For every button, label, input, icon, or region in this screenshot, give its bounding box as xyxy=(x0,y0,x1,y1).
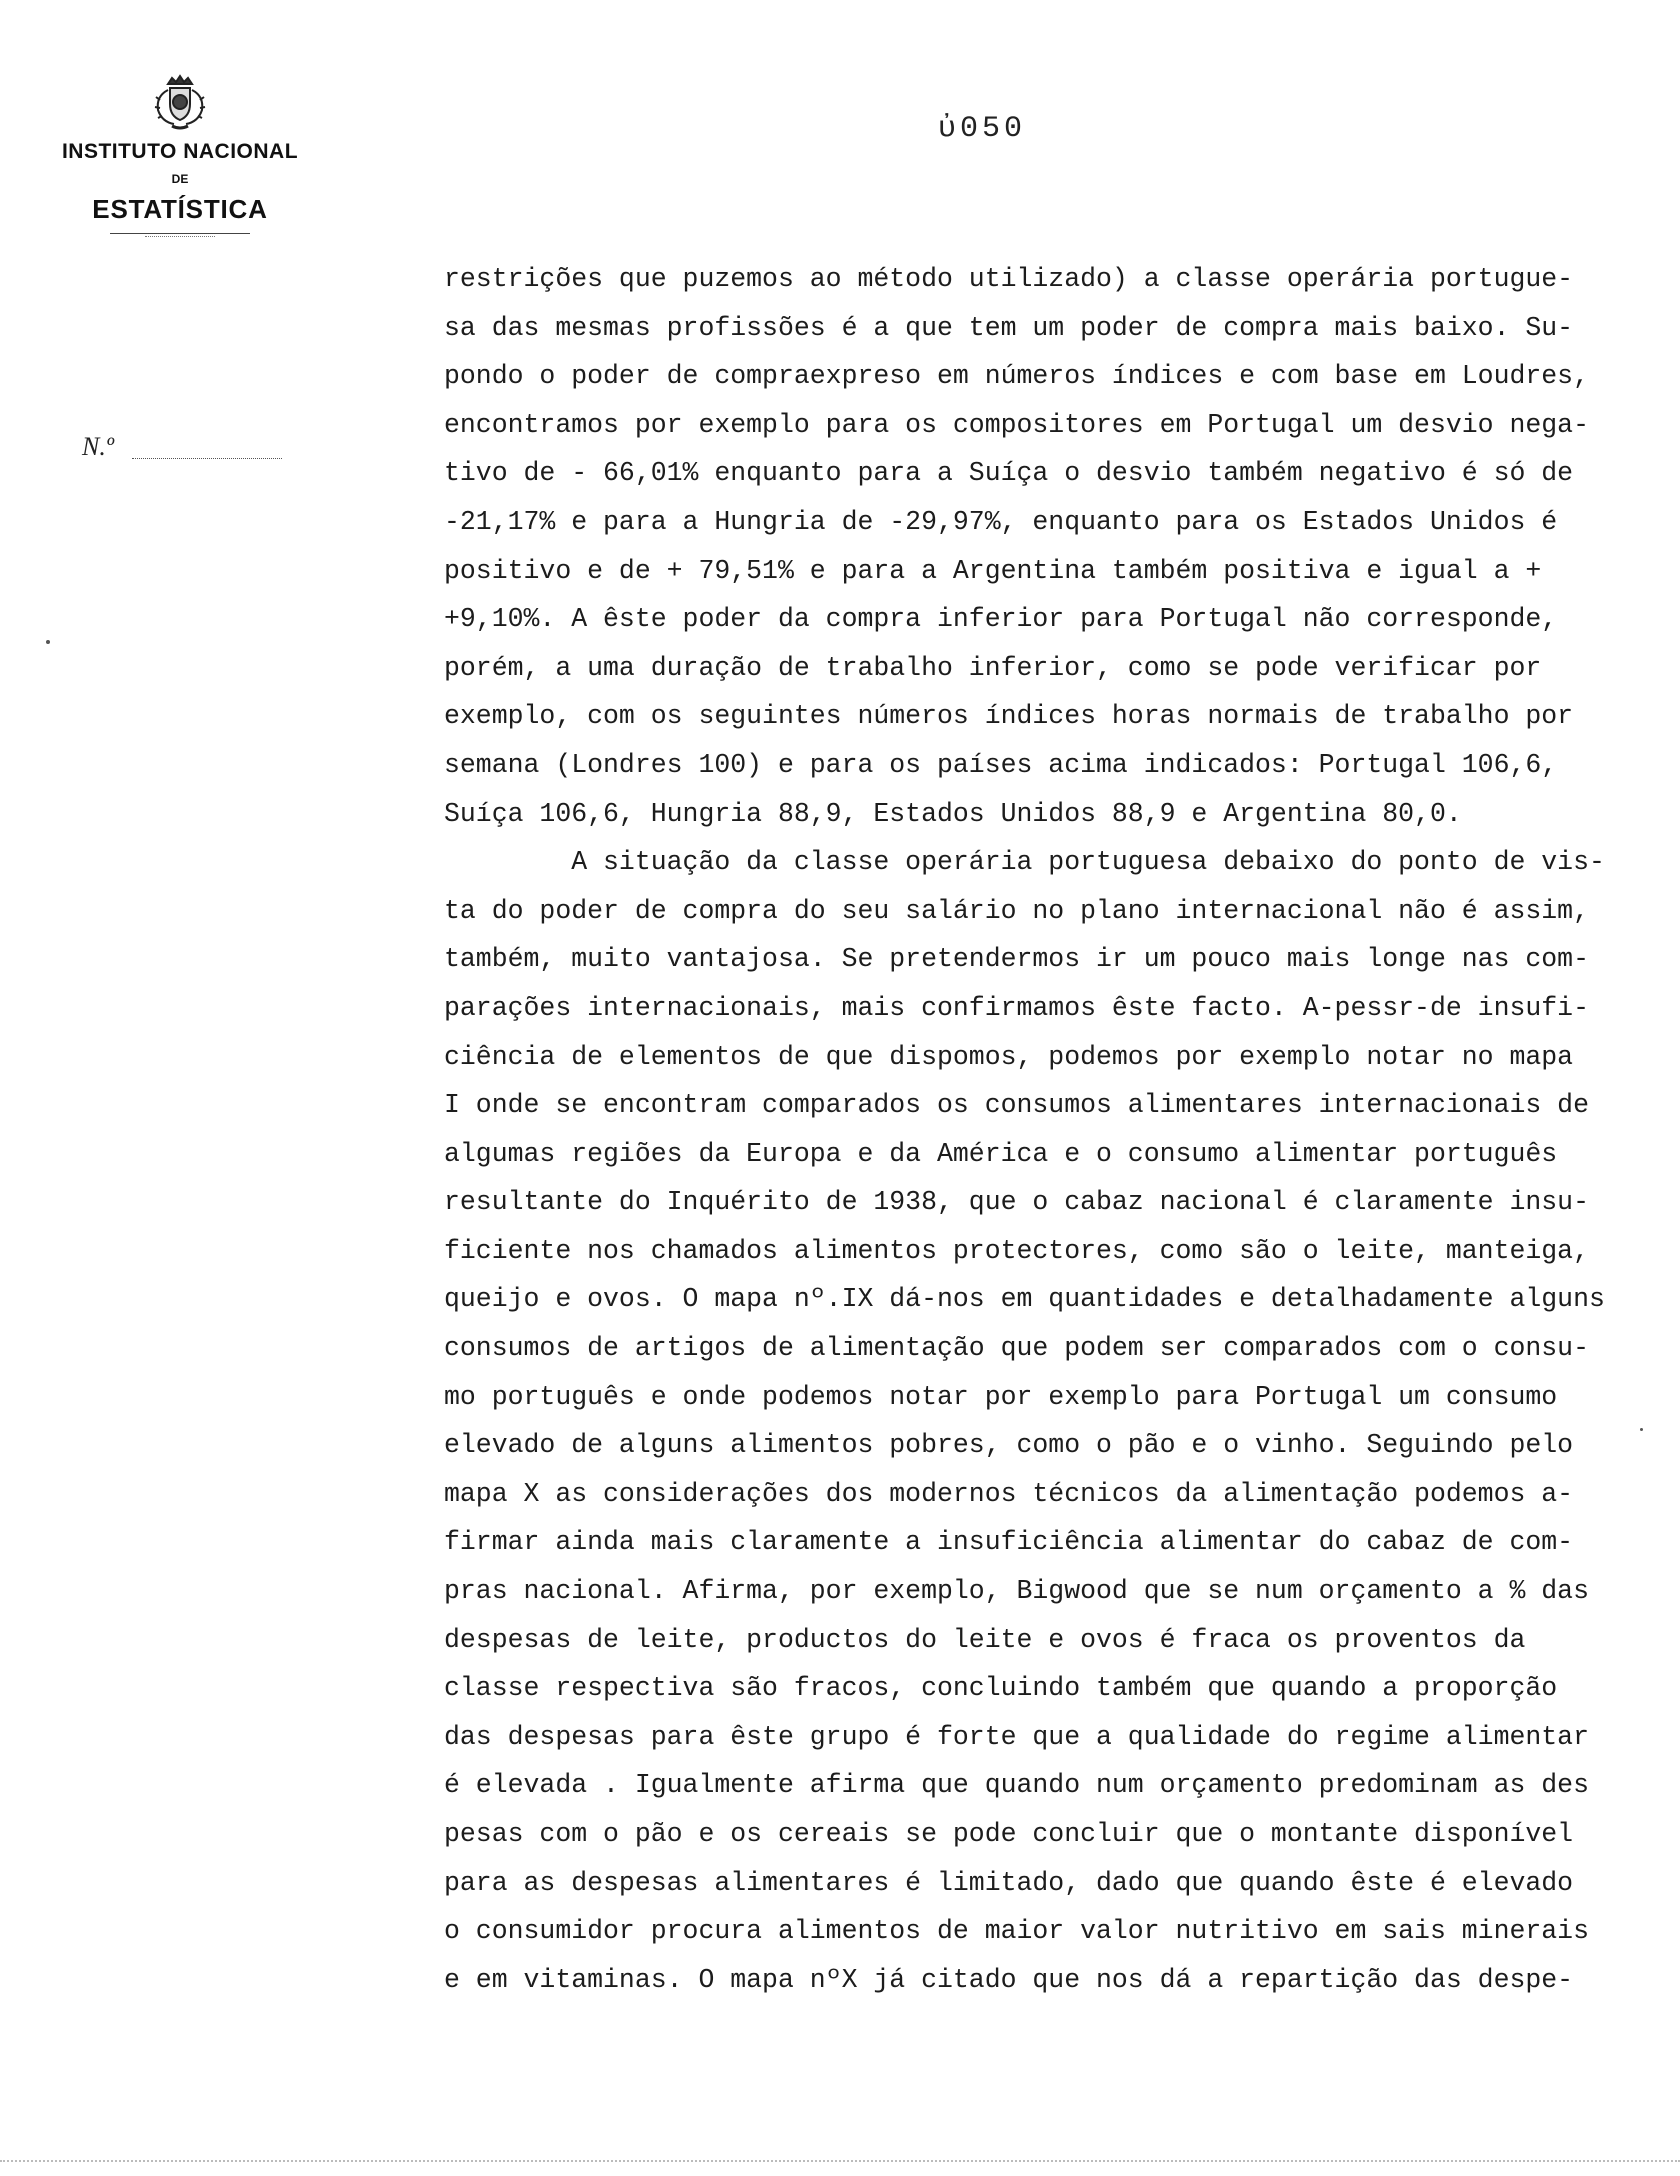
body-line: mapa X as considerações dos modernos técnicos da alimentação podemos a- xyxy=(444,1478,1574,1509)
body-line: algumas regiões da Europa e da América e o consumo alimentar português xyxy=(444,1138,1558,1169)
body-line: A situação da classe operária portuguesa debaixo do ponto de vis- xyxy=(444,847,1605,878)
body-line: consumos de artigos de alimentação que podem ser comparados com o consu- xyxy=(444,1333,1589,1364)
scan-speck xyxy=(1640,1428,1643,1431)
institute-name-statistics: ESTATÍSTICA xyxy=(92,194,268,224)
scan-bottom-edge xyxy=(0,2160,1680,2162)
body-line: encontramos por exemplo para os compositores em Portugal um desvio nega- xyxy=(444,409,1589,440)
body-line: Suíça 106,6, Hungria 88,9, Estados Unidos 88,9 e Argentina 80,0. xyxy=(444,798,1462,829)
body-line: classe respectiva são fracos, concluindo também que quando a proporção xyxy=(444,1673,1558,1704)
body-line: semana (Londres 100) e para os países acima indicados: Portugal 106,6, xyxy=(444,749,1558,780)
body-line: -21,17% e para a Hungria de -29,97%, enquanto para os Estados Unidos é xyxy=(444,506,1558,537)
body-line: pondo o poder de compraexpreso em números índices e com base em Loudres, xyxy=(444,361,1589,392)
body-line: para as despesas alimentares é limitado, dado que quando êste é elevado xyxy=(444,1867,1574,1898)
body-line: das despesas para êste grupo é forte que a qualidade do regime alimentar xyxy=(444,1721,1589,1752)
reference-number-label: N.º xyxy=(82,432,114,461)
body-line: I onde se encontram comparados os consumos alimentares internacionais de xyxy=(444,1090,1589,1121)
body-line: ta do poder de compra do seu salário no plano internacional não é assim, xyxy=(444,895,1589,926)
reference-number-line xyxy=(132,458,282,459)
coat-of-arms-icon xyxy=(148,70,212,134)
body-line: ficiente nos chamados alimentos protectores, como são o leite, manteiga, xyxy=(444,1235,1589,1266)
body-line: mo português e onde podemos notar por exemplo para Portugal um consumo xyxy=(444,1381,1558,1412)
body-line: sa das mesmas profissões é a que tem um poder de compra mais baixo. Su- xyxy=(444,312,1574,343)
page-number-stamp: ὐ050 xyxy=(938,112,1027,146)
body-line: é elevada . Igualmente afirma que quando num orçamento predominam as des xyxy=(444,1770,1589,1801)
body-line: pras nacional. Afirma, por exemplo, Bigwood que se num orçamento a % das xyxy=(444,1576,1589,1607)
body-line: queijo e ovos. O mapa nº.IX dá-nos em quantidades e detalhadamente alguns xyxy=(444,1284,1605,1315)
institute-name: INSTITUTO NACIONAL xyxy=(61,140,299,163)
body-line: e em vitaminas. O mapa nºX já citado que nos dá a repartição das despe- xyxy=(444,1964,1574,1995)
body-line: elevado de alguns alimentos pobres, como o pão e o vinho. Seguindo pelo xyxy=(444,1430,1574,1461)
letterhead-rule xyxy=(110,233,250,234)
body-line: também, muito vantajosa. Se pretendermos ir um pouco mais longe nas com- xyxy=(444,944,1589,975)
institute-name-de: DE xyxy=(171,172,189,186)
body-line: +9,10%. A êste poder da compra inferior para Portugal não corresponde, xyxy=(444,604,1558,635)
body-line: porém, a uma duração de trabalho inferior, como se pode verificar por xyxy=(444,652,1542,683)
body-line: firmar ainda mais claramente a insuficiência alimentar do cabaz de com- xyxy=(444,1527,1574,1558)
body-line: positivo e de + 79,51% e para a Argentina também positiva e igual a + xyxy=(444,555,1542,586)
letterhead xyxy=(30,70,330,237)
body-line: resultante do Inquérito de 1938, que o cabaz nacional é claramente insu- xyxy=(444,1187,1589,1218)
document-body xyxy=(444,255,1654,2004)
scan-speck xyxy=(46,640,50,644)
body-line: pesas com o pão e os cereais se pode concluir que o montante disponível xyxy=(444,1819,1574,1849)
body-line: exemplo, com os seguintes números índices horas normais de trabalho por xyxy=(444,701,1574,732)
body-line: despesas de leite, productos do leite e ovos é fraca os proventos da xyxy=(444,1624,1526,1655)
body-line: restrições que puzemos ao método utilizado) a classe operária portugue- xyxy=(444,264,1574,294)
letterhead-rule-dotted xyxy=(145,236,215,237)
body-line: ciência de elementos de que dispomos, podemos por exemplo notar no mapa xyxy=(444,1041,1574,1072)
body-line: parações internacionais, mais confirmamos êste facto. A-pessr-de insufi- xyxy=(444,992,1589,1023)
body-line: tivo de - 66,01% enquanto para a Suíça o desvio também negativo é só de xyxy=(444,458,1574,489)
body-line: o consumidor procura alimentos de maior valor nutritivo em sais minerais xyxy=(444,1916,1589,1947)
